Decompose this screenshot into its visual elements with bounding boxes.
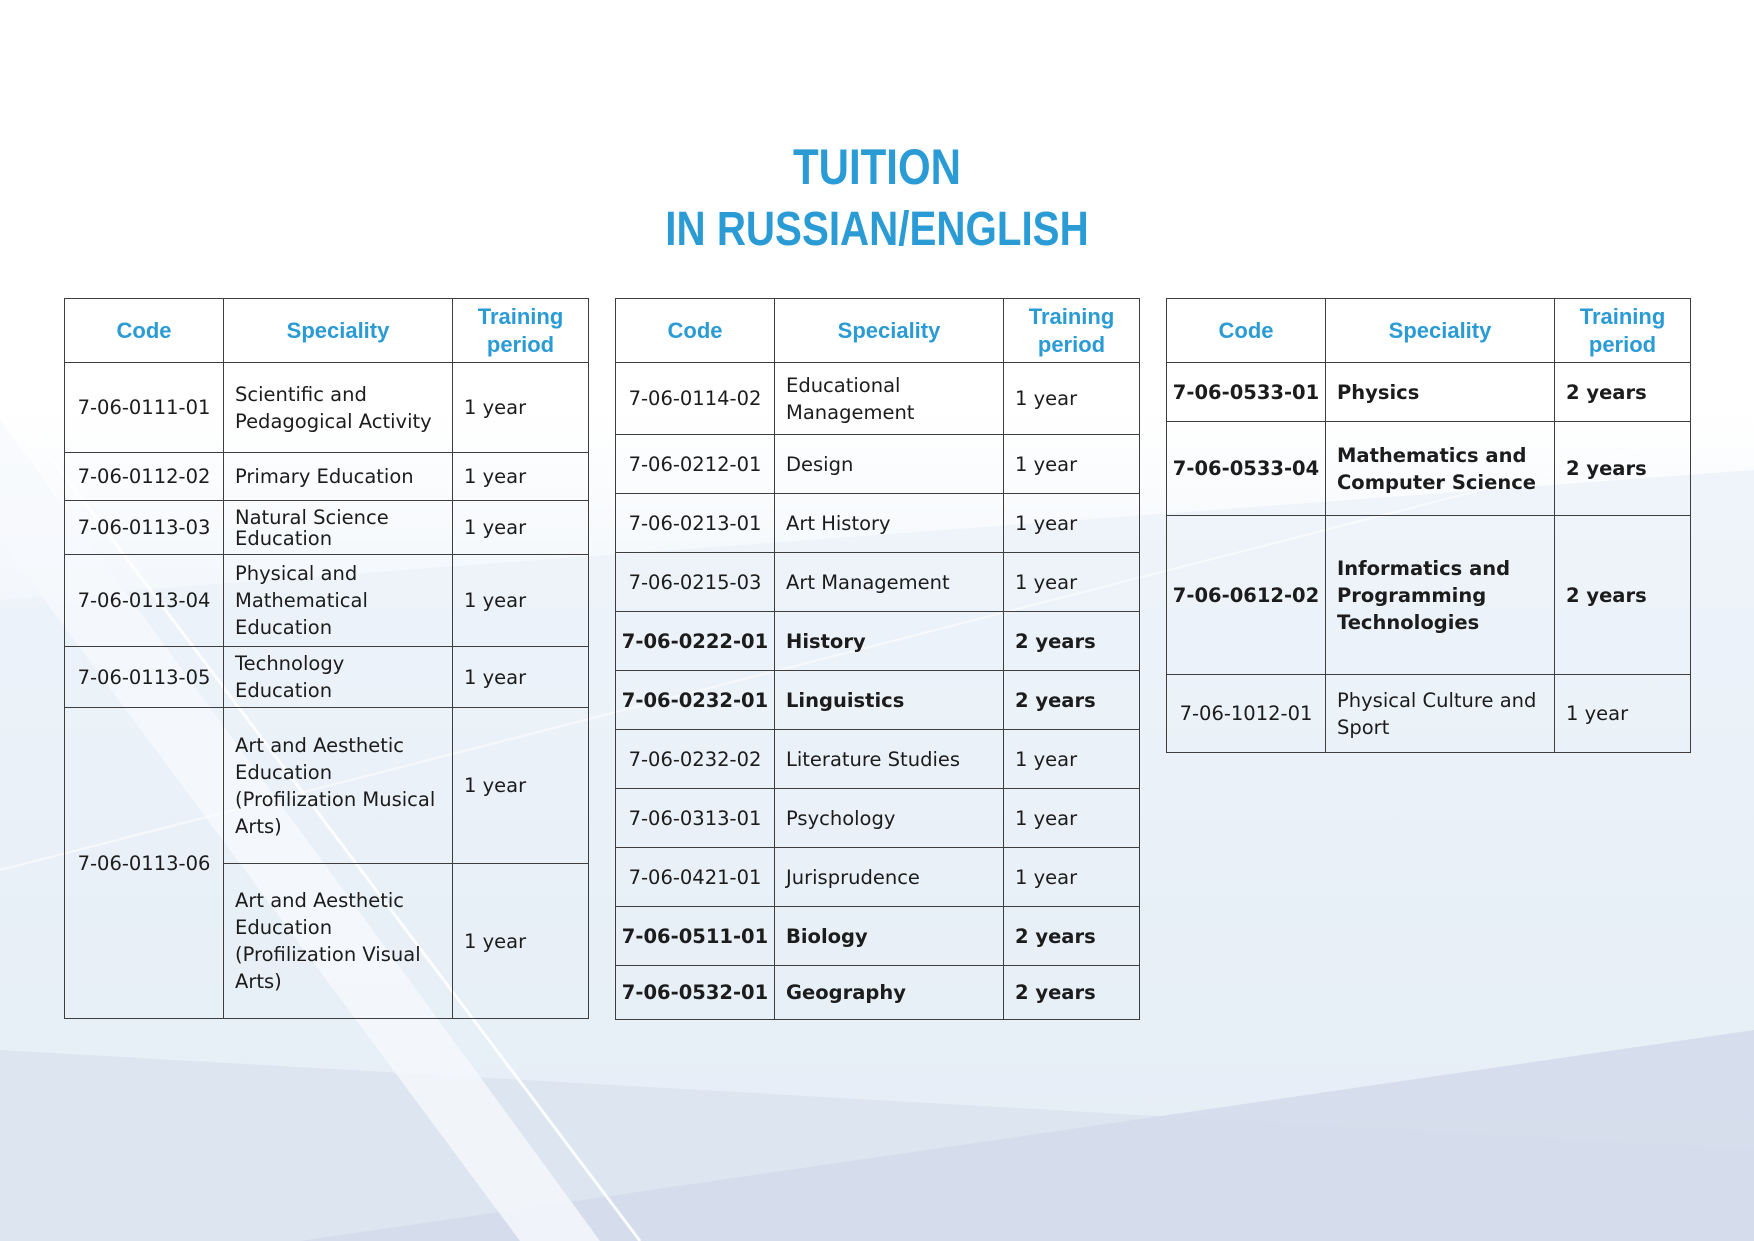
code-cell: 7-06-0533-01 [1167, 363, 1326, 422]
speciality-cell: Literature Studies [775, 730, 1004, 789]
page-title: TUITION [793, 139, 961, 195]
table-row [1167, 422, 1691, 516]
speciality-header: Speciality [775, 299, 1004, 363]
code-header: Code [1167, 299, 1326, 363]
period-cell: 1 year [1004, 435, 1140, 494]
speciality-cell: History [775, 612, 1004, 671]
table-row [616, 363, 1140, 435]
code-cell: 7-06-0111-01 [65, 363, 224, 453]
code-cell: 7-06-0212-01 [616, 435, 775, 494]
specialities-table-3 [1166, 298, 1691, 753]
speciality-cell: Art and Aesthetic Education (Profilization Musical Arts) [224, 708, 453, 864]
table-row [65, 555, 589, 647]
period-cell: 2 years [1004, 907, 1140, 966]
code-cell: 7-06-0213-01 [616, 494, 775, 553]
page-subtitle: IN RUSSIAN/ENGLISH [665, 203, 1089, 256]
code-cell: 7-06-0113-06 [65, 708, 224, 1019]
speciality-cell: Mathematics and Computer Science [1326, 422, 1555, 516]
period-cell: 2 years [1004, 612, 1140, 671]
speciality-header: Speciality [224, 299, 453, 363]
period-cell: 1 year [1004, 494, 1140, 553]
speciality-cell: Design [775, 435, 1004, 494]
table-row [65, 647, 589, 708]
code-cell: 7-06-0112-02 [65, 453, 224, 501]
table-row [616, 671, 1140, 730]
header-row [65, 299, 589, 363]
period-cell: 1 year [1004, 363, 1140, 435]
period-cell: 1 year [453, 453, 589, 501]
speciality-cell: Art History [775, 494, 1004, 553]
code-cell: 7-06-0232-01 [616, 671, 775, 730]
period-cell: 1 year [453, 555, 589, 647]
speciality-header: Speciality [1326, 299, 1555, 363]
speciality-cell: Biology [775, 907, 1004, 966]
period-cell: 1 year [1004, 553, 1140, 612]
period-cell: 1 year [1004, 848, 1140, 907]
period-cell: 1 year [453, 501, 589, 555]
code-cell: 7-06-0114-02 [616, 363, 775, 435]
code-cell: 7-06-1012-01 [1167, 675, 1326, 753]
table-row [1167, 516, 1691, 675]
period-cell: 1 year [453, 363, 589, 453]
code-cell: 7-06-0532-01 [616, 966, 775, 1020]
period-cell: 2 years [1555, 422, 1691, 516]
period-cell: 2 years [1004, 671, 1140, 730]
period-cell: 2 years [1004, 966, 1140, 1020]
speciality-cell: Linguistics [775, 671, 1004, 730]
table-row [616, 494, 1140, 553]
table-row [616, 789, 1140, 848]
speciality-cell: Physics [1326, 363, 1555, 422]
table-row [65, 501, 589, 555]
speciality-cell: Physical Culture and Sport [1326, 675, 1555, 753]
period-header: Training period [1555, 299, 1691, 363]
speciality-cell: Informatics and Programming Technologies [1326, 516, 1555, 675]
code-cell: 7-06-0113-05 [65, 647, 224, 708]
period-cell: 2 years [1555, 363, 1691, 422]
specialities-table-1 [64, 298, 589, 1019]
header-row [1167, 299, 1691, 363]
code-cell: 7-06-0533-04 [1167, 422, 1326, 516]
code-cell: 7-06-0313-01 [616, 789, 775, 848]
code-cell: 7-06-0421-01 [616, 848, 775, 907]
code-cell: 7-06-0511-01 [616, 907, 775, 966]
speciality-cell: Jurisprudence [775, 848, 1004, 907]
code-cell: 7-06-0232-02 [616, 730, 775, 789]
period-header: Training period [453, 299, 589, 363]
period-cell: 2 years [1555, 516, 1691, 675]
table-row [616, 966, 1140, 1020]
speciality-cell: Geography [775, 966, 1004, 1020]
period-cell: 1 year [1555, 675, 1691, 753]
specialities-table-2 [615, 298, 1140, 1020]
table-row [65, 708, 589, 864]
period-cell: 1 year [1004, 730, 1140, 789]
code-cell: 7-06-0612-02 [1167, 516, 1326, 675]
speciality-cell: Primary Education [224, 453, 453, 501]
table-row [65, 363, 589, 453]
table-row [616, 730, 1140, 789]
code-header: Code [65, 299, 224, 363]
code-cell: 7-06-0215-03 [616, 553, 775, 612]
period-cell: 1 year [1004, 789, 1140, 848]
table-row [616, 907, 1140, 966]
table-row [616, 435, 1140, 494]
code-cell: 7-06-0113-03 [65, 501, 224, 555]
period-cell: 1 year [453, 708, 589, 864]
speciality-cell: Educational Management [775, 363, 1004, 435]
table-row [616, 553, 1140, 612]
period-cell: 1 year [453, 864, 589, 1019]
code-cell: 7-06-0113-04 [65, 555, 224, 647]
speciality-cell: Scientific and Pedagogical Activity [224, 363, 453, 453]
code-cell: 7-06-0222-01 [616, 612, 775, 671]
table-row [616, 848, 1140, 907]
speciality-cell: Physical and Mathematical Education [224, 555, 453, 647]
table-row [616, 612, 1140, 671]
speciality-cell: Technology Education [224, 647, 453, 708]
table-row [65, 453, 589, 501]
speciality-cell: Art and Aesthetic Education (Profilization Visual Arts) [224, 864, 453, 1019]
period-cell: 1 year [453, 647, 589, 708]
speciality-cell: Psychology [775, 789, 1004, 848]
table-row [1167, 675, 1691, 753]
code-header: Code [616, 299, 775, 363]
speciality-cell: Natural Science Education [224, 501, 453, 555]
table-row [1167, 363, 1691, 422]
header-row [616, 299, 1140, 363]
speciality-cell: Art Management [775, 553, 1004, 612]
period-header: Training period [1004, 299, 1140, 363]
